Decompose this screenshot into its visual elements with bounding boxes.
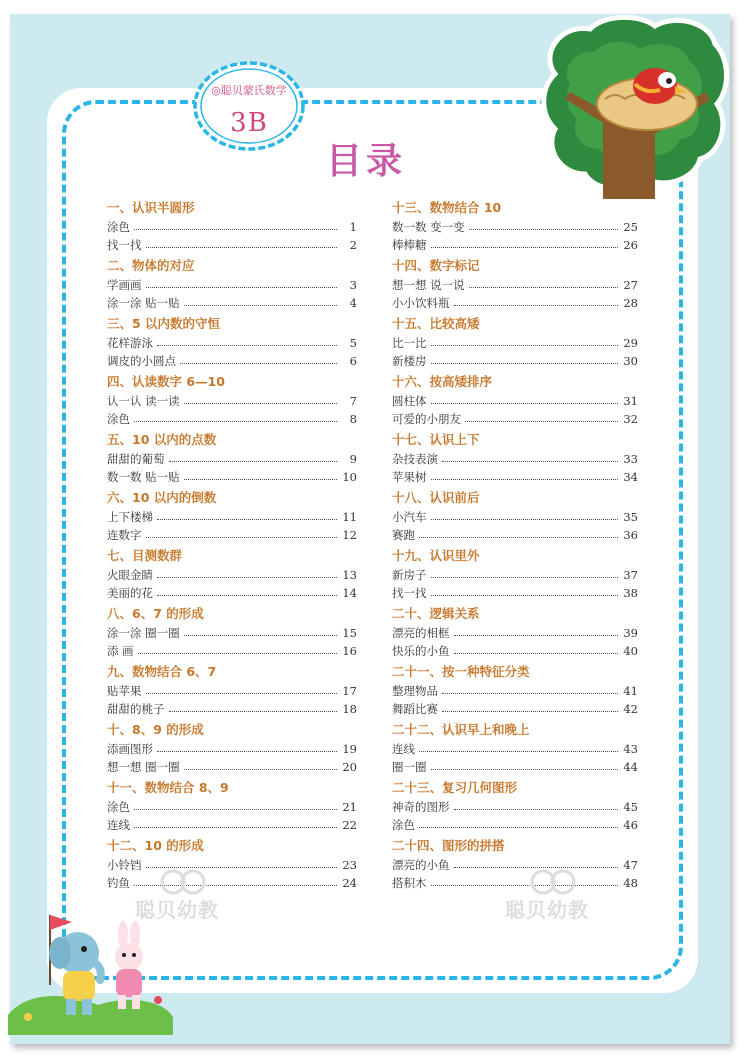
chapter-title: 六、10 以内的倒数 xyxy=(107,490,217,505)
toc-entry[interactable] xyxy=(107,682,357,700)
dot-leader xyxy=(134,229,337,230)
entry-label: 搭积木 xyxy=(392,876,427,890)
dot-leader xyxy=(184,635,337,636)
watermark-text: 聪贝幼教 xyxy=(505,898,589,922)
page-number: 29 xyxy=(623,336,638,350)
dot-leader xyxy=(157,345,337,346)
toc-entry[interactable] xyxy=(107,566,357,584)
chapter-title: 三、5 以内数的守恒 xyxy=(107,316,221,331)
page-number: 28 xyxy=(623,296,638,310)
chapter-title: 一、认识半圆形 xyxy=(107,200,195,215)
entry-label: 漂亮的相框 xyxy=(392,626,450,640)
page-number: 43 xyxy=(623,742,638,756)
page-number: 16 xyxy=(342,644,357,658)
page-number: 30 xyxy=(623,354,638,368)
toc-entry[interactable] xyxy=(107,410,357,428)
entry-label: 涂色 xyxy=(107,220,130,234)
toc-entry[interactable] xyxy=(392,758,638,776)
dot-leader xyxy=(157,751,337,752)
toc-left-column xyxy=(107,196,357,892)
page-number: 37 xyxy=(623,568,638,582)
chapter-title: 二、物体的对应 xyxy=(107,258,195,273)
dot-leader xyxy=(454,809,619,810)
toc-entry[interactable] xyxy=(392,352,638,370)
toc-entry[interactable] xyxy=(392,798,638,816)
watermark-kids-icon xyxy=(523,868,583,896)
dot-leader xyxy=(419,537,618,538)
page-number: 8 xyxy=(349,412,357,426)
entry-label: 快乐的小鱼 xyxy=(392,644,450,658)
page-number: 34 xyxy=(623,470,638,484)
dot-leader xyxy=(431,363,619,364)
toc-entry[interactable] xyxy=(392,294,638,312)
entry-label: 认一认 读一读 xyxy=(107,394,180,408)
dot-leader xyxy=(146,693,338,694)
page-number: 31 xyxy=(623,394,638,408)
toc-entry[interactable] xyxy=(107,218,357,236)
page-number: 22 xyxy=(342,818,357,832)
dot-leader xyxy=(134,827,337,828)
page-number: 20 xyxy=(342,760,357,774)
chapter-title: 五、10 以内的点数 xyxy=(107,432,217,447)
entry-label: 钓鱼 xyxy=(107,876,130,890)
page-number: 47 xyxy=(623,858,638,872)
dot-leader xyxy=(469,229,618,230)
dot-leader xyxy=(442,711,618,712)
page-number: 5 xyxy=(349,336,357,350)
page-number: 17 xyxy=(342,684,357,698)
entry-label: 小汽车 xyxy=(392,510,427,524)
page-number: 48 xyxy=(623,876,638,890)
dot-leader xyxy=(454,305,619,306)
entry-label: 涂一涂 圈一圈 xyxy=(107,626,180,640)
tree-nest-bird-illustration xyxy=(535,14,730,199)
entry-label: 找一找 xyxy=(392,586,427,600)
dot-leader xyxy=(419,827,618,828)
page-number: 23 xyxy=(342,858,357,872)
chapter-title: 十六、按高矮排序 xyxy=(392,374,493,389)
page-number: 15 xyxy=(342,626,357,640)
entry-label: 可爱的小朋友 xyxy=(392,412,461,426)
dot-leader xyxy=(146,287,338,288)
dot-leader xyxy=(180,363,337,364)
toc-entry[interactable] xyxy=(107,276,357,294)
dot-leader xyxy=(431,345,619,346)
toc-entry[interactable] xyxy=(392,856,638,874)
page-number: 41 xyxy=(623,684,638,698)
entry-label: 小铃铛 xyxy=(107,858,142,872)
toc-entry[interactable] xyxy=(392,816,638,834)
toc-entry[interactable] xyxy=(107,700,357,718)
dot-leader xyxy=(454,653,619,654)
page-number: 7 xyxy=(349,394,357,408)
toc-entry[interactable] xyxy=(107,526,357,544)
dot-leader xyxy=(184,479,337,480)
toc-entry[interactable] xyxy=(107,468,357,486)
chapter-title: 四、认读数字 6—10 xyxy=(107,374,225,389)
toc-entry[interactable] xyxy=(392,740,638,758)
chapter-title: 十七、认识上下 xyxy=(392,432,480,447)
page-number: 35 xyxy=(623,510,638,524)
badge-scalloped-circle-icon xyxy=(190,58,308,154)
dot-leader xyxy=(431,769,619,770)
dot-leader xyxy=(469,287,618,288)
entry-label: 圈一圈 xyxy=(392,760,427,774)
dot-leader xyxy=(431,479,619,480)
book-badge xyxy=(190,58,308,154)
toc-entry[interactable] xyxy=(392,682,638,700)
entry-label: 小小饮料瓶 xyxy=(392,296,450,310)
dot-leader xyxy=(184,305,337,306)
entry-label: 找一找 xyxy=(107,238,142,252)
toc-entry[interactable] xyxy=(392,410,638,428)
chapter-title: 十五、比较高矮 xyxy=(392,316,480,331)
dot-leader xyxy=(146,537,338,538)
chapter-title: 八、6、7 的形成 xyxy=(107,606,204,621)
dot-leader xyxy=(431,595,619,596)
dot-leader xyxy=(157,519,337,520)
page-number: 40 xyxy=(623,644,638,658)
volume-label: 3B xyxy=(230,108,268,138)
entry-label: 火眼金睛 xyxy=(107,568,153,582)
entry-label: 贴苹果 xyxy=(107,684,142,698)
entry-label: 数一数 变一变 xyxy=(392,220,465,234)
toc-entry[interactable] xyxy=(107,508,357,526)
page-number: 33 xyxy=(623,452,638,466)
chapter-title: 二十一、按一种特征分类 xyxy=(392,664,530,679)
toc-entry[interactable] xyxy=(392,874,638,892)
entry-label: 甜甜的葡萄 xyxy=(107,452,165,466)
entry-label: 苹果树 xyxy=(392,470,427,484)
dot-leader xyxy=(134,809,337,810)
dot-leader xyxy=(146,247,338,248)
toc-entry[interactable] xyxy=(107,874,357,892)
toc-entry[interactable] xyxy=(392,392,638,410)
dot-leader xyxy=(134,421,337,422)
toc-entry[interactable] xyxy=(107,352,357,370)
toc-entry[interactable] xyxy=(392,566,638,584)
toc-entry[interactable] xyxy=(392,276,638,294)
toc-entry[interactable] xyxy=(392,468,638,486)
toc-entry[interactable] xyxy=(107,624,357,642)
entry-label: 添画图形 xyxy=(107,742,153,756)
entry-label: 学画画 xyxy=(107,278,142,292)
chapter-title: 七、目测数群 xyxy=(107,548,183,563)
toc-entry[interactable] xyxy=(392,508,638,526)
toc-entry[interactable] xyxy=(107,856,357,874)
entry-label: 连线 xyxy=(107,818,130,832)
page-title: 目录 xyxy=(326,141,407,182)
entry-label: 连线 xyxy=(392,742,415,756)
toc-entry[interactable] xyxy=(107,798,357,816)
page-number: 27 xyxy=(623,278,638,292)
page-number: 26 xyxy=(623,238,638,252)
toc-entry[interactable] xyxy=(107,450,357,468)
dot-leader xyxy=(431,403,619,404)
page-number: 10 xyxy=(342,470,357,484)
chapter-title: 二十二、认识早上和晚上 xyxy=(392,722,530,737)
series-name: ◎聪贝蒙氏数学 xyxy=(211,84,287,97)
entry-label: 赛跑 xyxy=(392,528,415,542)
dot-leader xyxy=(442,693,618,694)
entry-label: 棒棒糖 xyxy=(392,238,427,252)
chapter-title: 十八、认识前后 xyxy=(392,490,480,505)
page-number: 21 xyxy=(342,800,357,814)
toc-entry[interactable] xyxy=(392,450,638,468)
entry-label: 连数字 xyxy=(107,528,142,542)
entry-label: 数一数 贴一贴 xyxy=(107,470,180,484)
entry-label: 神奇的图形 xyxy=(392,800,450,814)
dot-leader xyxy=(157,577,337,578)
page-number: 2 xyxy=(349,238,357,252)
toc-entry[interactable] xyxy=(107,334,357,352)
entry-label: 上下楼梯 xyxy=(107,510,153,524)
dot-leader xyxy=(157,595,337,596)
chapter-title: 二十、逻辑关系 xyxy=(392,606,480,621)
page-number: 25 xyxy=(623,220,638,234)
page-number: 19 xyxy=(342,742,357,756)
page-number: 44 xyxy=(623,760,638,774)
entry-label: 调皮的小圆点 xyxy=(107,354,176,368)
entry-label: 涂色 xyxy=(107,800,130,814)
dot-leader xyxy=(138,653,337,654)
dot-leader xyxy=(442,461,618,462)
toc-entry[interactable] xyxy=(107,392,357,410)
chapter-title: 十、8、9 的形成 xyxy=(107,722,204,737)
dot-leader xyxy=(431,577,619,578)
entry-label: 新楼房 xyxy=(392,354,427,368)
toc-entry[interactable] xyxy=(392,236,638,254)
page-number: 12 xyxy=(342,528,357,542)
entry-label: 新房子 xyxy=(392,568,427,582)
dot-leader xyxy=(169,461,338,462)
page-number: 46 xyxy=(623,818,638,832)
entry-label: 杂技表演 xyxy=(392,452,438,466)
page-number: 32 xyxy=(623,412,638,426)
page-number: 36 xyxy=(623,528,638,542)
page-number: 13 xyxy=(342,568,357,582)
dot-leader xyxy=(419,751,618,752)
toc-entry[interactable] xyxy=(107,758,357,776)
toc-entry[interactable] xyxy=(107,294,357,312)
toc-entry[interactable] xyxy=(392,624,638,642)
toc-entry[interactable] xyxy=(107,816,357,834)
page-number: 6 xyxy=(349,354,357,368)
dot-leader xyxy=(184,769,337,770)
watermark-kids-icon xyxy=(153,868,213,896)
dot-leader xyxy=(169,711,338,712)
dot-leader xyxy=(184,403,337,404)
entry-label: 舞蹈比赛 xyxy=(392,702,438,716)
entry-label: 美丽的花 xyxy=(107,586,153,600)
chapter-title: 十四、数字标记 xyxy=(392,258,480,273)
toc-entry[interactable] xyxy=(107,740,357,758)
entry-label: 圆柱体 xyxy=(392,394,427,408)
chapter-title: 二十四、图形的拼搭 xyxy=(392,838,505,853)
toc-entry[interactable] xyxy=(392,700,638,718)
page-number: 42 xyxy=(623,702,638,716)
toc-right-column xyxy=(392,196,638,892)
entry-label: 整理物品 xyxy=(392,684,438,698)
toc-entry[interactable] xyxy=(392,642,638,660)
toc-entry[interactable] xyxy=(392,526,638,544)
page-number: 1 xyxy=(349,220,357,234)
page-number: 18 xyxy=(342,702,357,716)
entry-label: 涂一涂 贴一贴 xyxy=(107,296,180,310)
watermark-text: 聪贝幼教 xyxy=(135,898,219,922)
page-number: 14 xyxy=(342,586,357,600)
page-number: 3 xyxy=(349,278,357,292)
chapter-title: 二十三、复习几何图形 xyxy=(392,780,518,795)
toc-entry[interactable] xyxy=(392,218,638,236)
dot-leader xyxy=(431,247,619,248)
dot-leader xyxy=(431,519,619,520)
page-number: 24 xyxy=(342,876,357,890)
toc-entry[interactable] xyxy=(392,334,638,352)
entry-label: 漂亮的小鱼 xyxy=(392,858,450,872)
dot-leader xyxy=(454,635,619,636)
entry-label: 想一想 圈一圈 xyxy=(107,760,180,774)
page-number: 9 xyxy=(349,452,357,466)
dot-leader xyxy=(465,421,618,422)
elephant-rabbit-illustration xyxy=(8,905,178,1035)
toc-entry[interactable] xyxy=(392,584,638,602)
toc-entry[interactable] xyxy=(107,236,357,254)
entry-label: 花样游泳 xyxy=(107,336,153,350)
page-number: 11 xyxy=(342,510,357,524)
chapter-title: 十二、10 的形成 xyxy=(107,838,204,853)
page-number: 45 xyxy=(623,800,638,814)
entry-label: 比一比 xyxy=(392,336,427,350)
chapter-title: 九、数物结合 6、7 xyxy=(107,664,217,679)
entry-label: 添 画 xyxy=(107,644,134,658)
page-number: 38 xyxy=(623,586,638,600)
page-number: 4 xyxy=(349,296,357,310)
toc-entry[interactable] xyxy=(107,584,357,602)
toc-entry[interactable] xyxy=(107,642,357,660)
page-number: 39 xyxy=(623,626,638,640)
entry-label: 涂色 xyxy=(392,818,415,832)
entry-label: 甜甜的桃子 xyxy=(107,702,165,716)
entry-label: 涂色 xyxy=(107,412,130,426)
entry-label: 想一想 说一说 xyxy=(392,278,465,292)
chapter-title: 十三、数物结合 10 xyxy=(392,200,502,215)
chapter-title: 十九、认识里外 xyxy=(392,548,480,563)
chapter-title: 十一、数物结合 8、9 xyxy=(107,780,229,795)
